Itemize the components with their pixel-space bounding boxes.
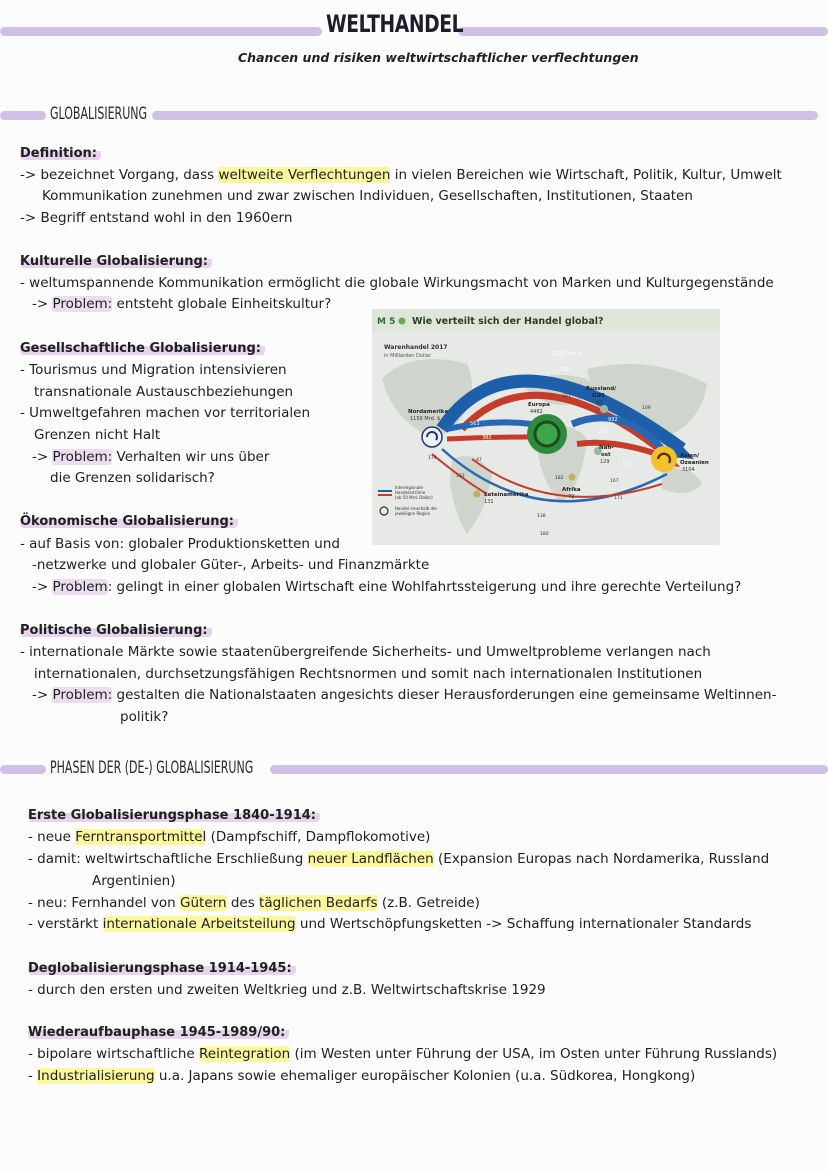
svg-text:1115 Mrd. $: 1115 Mrd. $ xyxy=(552,351,583,357)
phase3-line-1: - bipolare wirtschaftliche Reintegration (im Westen unter Führung der USA, im Osten unter Führung Russlands) xyxy=(28,1046,778,1062)
kulturell-heading: Kulturelle Globalisierung: xyxy=(20,254,218,269)
oekonomisch-line-1: - auf Basis von: globaler Produktionsketten und xyxy=(20,536,340,552)
svg-text:731: 731 xyxy=(598,429,608,435)
gesellschaft-heading: Gesellschaftliche Globalisierung: xyxy=(20,341,271,356)
svg-text:ost: ost xyxy=(601,452,611,458)
definition-line-2: Kommunikation zunehmen und zwar zwischen Individuen, Gesellschaften, Institutionen, Staaten xyxy=(42,188,693,204)
phase2-heading: Deglobalisierungsphase 1914-1945: xyxy=(28,961,302,976)
svg-text:528: 528 xyxy=(560,367,570,373)
gesellschaft-line-5: -> Problem: Verhalten wir uns über xyxy=(32,449,270,465)
svg-text:Warenhandel 2017: Warenhandel 2017 xyxy=(384,344,448,351)
svg-text:Lateinamerika: Lateinamerika xyxy=(484,492,529,498)
svg-text:Asien/: Asien/ xyxy=(680,453,700,459)
svg-text:138: 138 xyxy=(537,514,546,519)
gesellschaft-line-6: die Grenzen solidarisch? xyxy=(50,470,215,486)
svg-text:GUS: GUS xyxy=(592,393,605,399)
phase3-heading: Wiederaufbauphase 1945-1989/90: xyxy=(28,1025,295,1040)
definition-line-1: -> bezeichnet Vorgang, dass weltweite Verflechtungen in vielen Bereichen wie Wirtschaft, Politik, Kultur, Umwelt xyxy=(20,167,782,183)
politisch-line-4: politik? xyxy=(120,709,169,725)
svg-text:131: 131 xyxy=(484,499,494,505)
svg-text:Afrika: Afrika xyxy=(562,487,581,493)
trade-map-svg xyxy=(372,309,720,545)
svg-text:171: 171 xyxy=(614,496,623,501)
svg-text:Nordamerika: Nordamerika xyxy=(408,409,449,415)
page-subtitle: Chancen und risiken weltwirtschaftlicher verflechtungen xyxy=(238,50,639,65)
svg-text:109: 109 xyxy=(642,406,651,411)
title-bar-left xyxy=(0,27,322,36)
oekonomisch-line-3: -> Problem: gelingt in einer globalen Wirtschaft eine Wohlfahrtssteigerung und ihre gerechte Verteilung? xyxy=(32,579,742,595)
svg-text:1150 Mrd. $: 1150 Mrd. $ xyxy=(410,416,441,422)
svg-text:Interregionale: Interregionale xyxy=(395,485,423,490)
phase1-line-5: - verstärkt internationale Arbeitsteilung und Wertschöpfungsketten -> Schaffung internationaler Standards xyxy=(28,916,752,932)
trade-map-figure xyxy=(372,309,720,545)
kulturell-line-2: -> Problem: entsteht globale Einheitskultur? xyxy=(32,296,332,312)
phase1-heading: Erste Globalisierungsphase 1840-1914: xyxy=(28,808,326,823)
svg-text:Nah-: Nah- xyxy=(599,445,614,451)
phase2-line-1: - durch den ersten und zweiten Weltkrieg und z.B. Weltwirtschaftskrise 1929 xyxy=(28,982,546,998)
definition-line-3: -> Begriff entstand wohl in den 1960ern xyxy=(20,210,293,226)
title-bar-right xyxy=(458,27,828,36)
svg-text:Handel innerhalb der: Handel innerhalb der xyxy=(395,506,438,511)
politisch-heading: Politische Globalisierung: xyxy=(20,623,218,638)
section-phasen: PHASEN DER (DE-) GLOBALISIERUNG xyxy=(50,758,254,778)
politisch-line-2: internationalen, durchsetzungsfähigen Rechtsnormen und somit nach internationalen Institutionen xyxy=(34,666,703,682)
svg-text:Europa: Europa xyxy=(528,402,550,408)
svg-text:72: 72 xyxy=(568,494,575,500)
politisch-line-1: - internationale Märkte sowie staatenübergreifende Sicherheits- und Umweltprobleme verlangen nach xyxy=(20,644,711,660)
svg-text:182: 182 xyxy=(555,476,564,481)
section2-bar-left xyxy=(0,765,46,774)
phase1-line-3: Argentinien) xyxy=(92,873,176,889)
svg-text:93: 93 xyxy=(596,400,603,406)
svg-text:382: 382 xyxy=(482,435,492,441)
svg-text:4482: 4482 xyxy=(530,409,543,415)
politisch-line-3: -> Problem: gestalten die Nationalstaaten angesichts dieser Herausforderungen eine gemeinsame Weltinnen- xyxy=(32,687,777,703)
section-bar-right xyxy=(152,111,818,120)
oekonomisch-heading: Ökonomische Globalisierung: xyxy=(20,514,244,529)
svg-text:47: 47 xyxy=(476,458,482,463)
gesellschaft-line-1: - Tourismus und Migration intensivieren xyxy=(20,362,287,378)
svg-text:167: 167 xyxy=(610,479,619,484)
definition-heading: Definition: xyxy=(20,146,107,161)
section2-bar-right xyxy=(270,765,828,774)
svg-text:3104: 3104 xyxy=(682,467,695,473)
phase3-line-2: - Industrialisierung u.a. Japans sowie ehemaliger europäischer Kolonien (u.a. Südkorea, Hongkong) xyxy=(28,1068,696,1084)
figure-title: Wie verteilt sich der Handel global? xyxy=(412,316,604,327)
phase1-line-2: - damit: weltwirtschaftliche Erschließung neuer Landflächen (Expansion Europas nach Nordamerika, Russland xyxy=(28,851,770,867)
oekonomisch-line-2: -netzwerke und globaler Güter-, Arbeits- und Finanzmärkte xyxy=(32,557,430,573)
phase1-line-4: - neu: Fernhandel von Gütern des täglichen Bedarfs (z.B. Getreide) xyxy=(28,895,480,911)
svg-text:180: 180 xyxy=(540,532,549,537)
svg-text:477: 477 xyxy=(622,463,631,468)
svg-text:174: 174 xyxy=(428,456,437,461)
section-globalisierung: GLOBALISIERUNG xyxy=(50,104,148,124)
svg-text:331: 331 xyxy=(562,394,571,399)
svg-text:932: 932 xyxy=(608,417,618,423)
phase1-line-1: - neue Ferntransportmittel (Dampfschiff, Dampflokomotive) xyxy=(28,829,431,845)
kulturell-line-1: - weltumspannende Kommunikation ermöglicht die globale Wirkungsmacht von Marken und Kulturgegenstände xyxy=(20,275,774,291)
svg-text:jeweiligen Region: jeweiligen Region xyxy=(395,511,431,516)
svg-text:in Milliarden Dollar: in Milliarden Dollar xyxy=(384,353,431,359)
svg-text:Handelsströme: Handelsströme xyxy=(395,490,426,495)
figure-label: M 5 xyxy=(377,317,396,327)
page-title: WELTHANDEL xyxy=(326,10,464,38)
svg-text:Ozeanien: Ozeanien xyxy=(680,460,709,466)
section-bar-left xyxy=(0,111,46,120)
svg-text:129: 129 xyxy=(600,459,610,465)
svg-text:(ab 50 Mrd. Dollar): (ab 50 Mrd. Dollar) xyxy=(395,495,433,500)
svg-text:133: 133 xyxy=(456,474,465,479)
gesellschaft-line-3: - Umweltgefahren machen vor territorialen xyxy=(20,405,311,421)
svg-text:Russland/: Russland/ xyxy=(586,386,617,392)
gesellschaft-line-4: Grenzen nicht Halt xyxy=(34,427,161,443)
svg-text:563: 563 xyxy=(470,421,480,427)
gesellschaft-line-2: transnationale Austauschbeziehungen xyxy=(34,384,294,400)
